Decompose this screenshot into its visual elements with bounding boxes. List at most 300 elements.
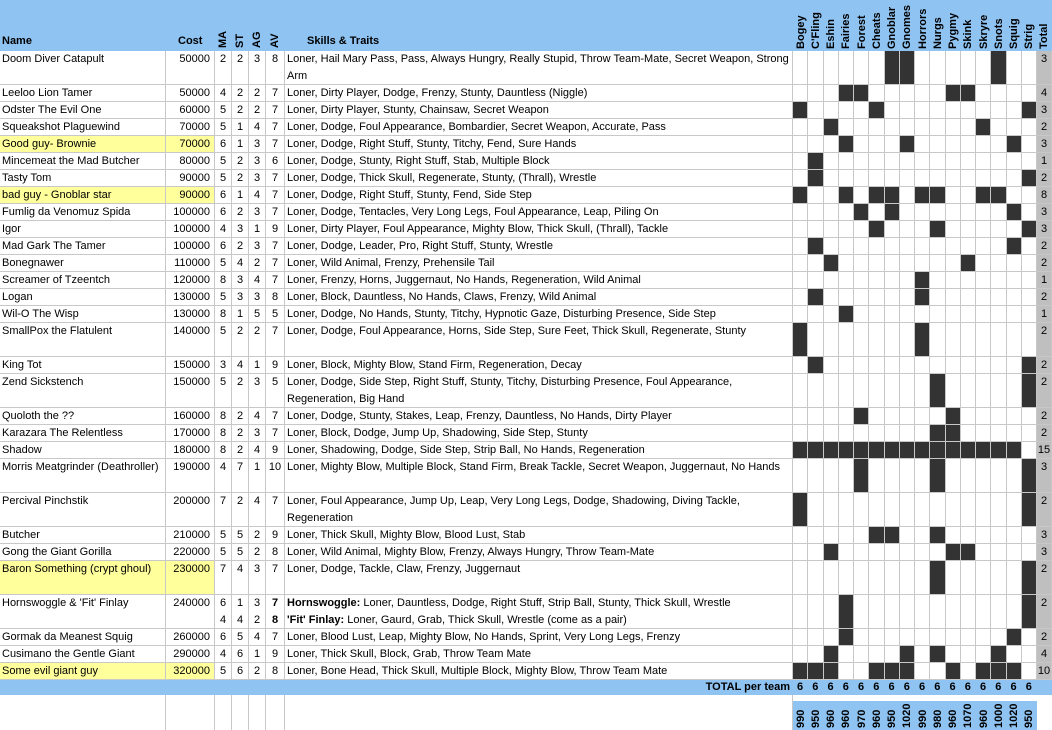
team-mark-empty bbox=[824, 493, 839, 527]
team-mark-filled bbox=[930, 425, 946, 442]
team-mark-empty bbox=[824, 527, 839, 544]
team-mark-empty bbox=[930, 629, 946, 646]
player-name[interactable]: Odster The Evil One bbox=[0, 102, 166, 119]
stat-st: 2 bbox=[232, 408, 249, 425]
team-mark-empty bbox=[976, 153, 991, 170]
team-total-cost: 990 bbox=[916, 709, 929, 728]
skills-line: Hornswoggle: Loner, Dauntless, Dodge, Right Stuff, Strip Ball, Stunty, Thick Skull, Wrestle bbox=[287, 597, 731, 609]
team-mark-empty bbox=[824, 102, 839, 119]
team-mark-empty bbox=[1022, 663, 1037, 680]
team-mark-empty bbox=[915, 544, 930, 561]
stat-ma: 5 bbox=[215, 544, 232, 561]
team-mark-empty bbox=[793, 629, 808, 646]
team-mark-filled bbox=[976, 119, 991, 136]
player-cost: 150000 bbox=[166, 357, 215, 374]
team-mark-filled bbox=[1022, 357, 1037, 374]
team-player-count: 6 bbox=[827, 681, 834, 693]
stat-ag: 3 bbox=[249, 289, 266, 306]
team-mark-empty bbox=[946, 595, 961, 629]
team-mark-empty bbox=[808, 408, 824, 425]
team-mark-empty bbox=[976, 289, 991, 306]
row-total: 8 bbox=[1037, 187, 1052, 204]
stat-ma: 5 bbox=[215, 289, 232, 306]
player-cost: 90000 bbox=[166, 187, 215, 204]
row-total: 3 bbox=[1037, 51, 1052, 85]
stat-ma: 5 bbox=[215, 255, 232, 272]
team-mark-empty bbox=[915, 408, 930, 425]
team-mark-empty bbox=[793, 221, 808, 238]
team-mark-empty bbox=[991, 374, 1007, 408]
player-name[interactable]: Percival Pinchstik bbox=[0, 493, 166, 527]
team-mark-empty bbox=[793, 306, 808, 323]
skills-traits: Loner, Dodge, Tentacles, Very Long Legs, Foul Appearance, Leap, Piling On bbox=[285, 204, 793, 221]
player-name[interactable]: Cusimano the Gentle Giant bbox=[0, 646, 166, 663]
team-mark-empty bbox=[946, 51, 961, 85]
team-mark-empty bbox=[915, 204, 930, 221]
team-mark-empty bbox=[915, 595, 930, 629]
row-total: 3 bbox=[1037, 459, 1052, 493]
team-mark-empty bbox=[854, 629, 869, 646]
player-cost: 100000 bbox=[166, 238, 215, 255]
team-mark-empty bbox=[991, 289, 1007, 306]
team-mark-empty bbox=[1007, 153, 1022, 170]
team-mark-empty bbox=[976, 459, 991, 493]
team-mark-empty bbox=[946, 153, 961, 170]
team-mark-empty bbox=[808, 85, 824, 102]
skills-traits: Loner, Dodge, Leader, Pro, Right Stuff, Stunty, Wrestle bbox=[285, 238, 793, 255]
team-mark-empty bbox=[900, 255, 915, 272]
skills-traits: Loner, Dodge, Stunty, Stakes, Leap, Frenzy, Dauntless, No Hands, Dirty Player bbox=[285, 408, 793, 425]
team-mark-empty bbox=[900, 374, 915, 408]
player-name[interactable]: bad guy - Gnoblar star bbox=[0, 187, 166, 204]
row-total: 4 bbox=[1037, 85, 1052, 102]
team-mark-empty bbox=[915, 663, 930, 680]
skills-traits: Loner, Hail Mary Pass, Pass, Always Hungry, Really Stupid, Throw Team-Mate, Secret Weapon, Strong Arm bbox=[285, 51, 793, 85]
stat-ma: 6 bbox=[215, 187, 232, 204]
stat-ma: 8 bbox=[215, 272, 232, 289]
team-mark-filled bbox=[839, 187, 854, 204]
team-mark-filled bbox=[885, 204, 900, 221]
row-total: 2 bbox=[1037, 238, 1052, 255]
team-mark-empty bbox=[808, 595, 824, 629]
team-mark-empty bbox=[824, 408, 839, 425]
team-mark-empty bbox=[793, 238, 808, 255]
team-mark-empty bbox=[961, 289, 976, 306]
team-mark-filled bbox=[961, 85, 976, 102]
player-name[interactable]: SmallPox the Flatulent bbox=[0, 323, 166, 357]
team-mark-empty bbox=[900, 102, 915, 119]
team-mark-empty bbox=[839, 493, 854, 527]
player-name[interactable]: Fumlig da Venomuz Spida bbox=[0, 204, 166, 221]
team-mark-empty bbox=[869, 595, 885, 629]
team-mark-empty bbox=[885, 136, 900, 153]
team-mark-empty bbox=[885, 646, 900, 663]
team-mark-empty bbox=[1007, 119, 1022, 136]
empty-cell bbox=[249, 695, 266, 730]
team-mark-empty bbox=[885, 493, 900, 527]
team-mark-empty bbox=[854, 663, 869, 680]
team-mark-empty bbox=[808, 527, 824, 544]
stat-av: 7 bbox=[266, 323, 285, 357]
team-mark-empty bbox=[793, 527, 808, 544]
team-mark-empty bbox=[915, 629, 930, 646]
team-total-cost: 960 bbox=[870, 709, 883, 728]
stat-ma: 5 bbox=[215, 374, 232, 408]
player-name[interactable]: Doom Diver Catapult bbox=[0, 51, 166, 85]
team-mark-filled bbox=[1022, 221, 1037, 238]
stat-ma: 2 bbox=[215, 51, 232, 85]
team-mark-filled bbox=[1022, 595, 1037, 629]
player-name[interactable]: Gormak da Meanest Squig bbox=[0, 629, 166, 646]
team-mark-empty bbox=[839, 221, 854, 238]
player-name[interactable]: Hornswoggle & 'Fit' Finlay bbox=[0, 595, 166, 629]
team-mark-empty bbox=[961, 204, 976, 221]
player-name[interactable]: Mad Gark The Tamer bbox=[0, 238, 166, 255]
player-name[interactable]: Morris Meatgrinder (Deathroller) bbox=[0, 459, 166, 493]
player-name[interactable]: Karazara The Relentless bbox=[0, 425, 166, 442]
team-mark-empty bbox=[854, 493, 869, 527]
team-mark-empty bbox=[885, 221, 900, 238]
player-name[interactable]: Bonegnawer bbox=[0, 255, 166, 272]
team-mark-empty bbox=[869, 204, 885, 221]
stat-st: 2 bbox=[232, 85, 249, 102]
team-mark-empty bbox=[946, 204, 961, 221]
skills-traits: Loner, Thick Skull, Block, Grab, Throw Team Mate bbox=[285, 646, 793, 663]
team-mark-filled bbox=[976, 187, 991, 204]
stat-st: 4 bbox=[232, 255, 249, 272]
player-cost: 240000 bbox=[166, 595, 215, 629]
team-mark-filled bbox=[946, 544, 961, 561]
stat-value: 2 bbox=[253, 614, 261, 626]
team-mark-empty bbox=[1007, 357, 1022, 374]
team-mark-empty bbox=[930, 136, 946, 153]
team-mark-empty bbox=[961, 357, 976, 374]
team-mark-empty bbox=[885, 408, 900, 425]
team-mark-empty bbox=[976, 561, 991, 595]
skills-traits: Loner, Dodge, Tackle, Claw, Frenzy, Juggernaut bbox=[285, 561, 793, 595]
team-mark-filled bbox=[793, 187, 808, 204]
team-mark-empty bbox=[976, 272, 991, 289]
player-name[interactable]: Zend Sickstench bbox=[0, 374, 166, 408]
team-mark-empty bbox=[976, 170, 991, 187]
team-mark-empty bbox=[946, 102, 961, 119]
player-name[interactable]: Quoloth the ?? bbox=[0, 408, 166, 425]
team-mark-empty bbox=[1007, 102, 1022, 119]
team-mark-empty bbox=[946, 187, 961, 204]
team-mark-empty bbox=[1022, 187, 1037, 204]
player-name[interactable]: Tasty Tom bbox=[0, 170, 166, 187]
team-mark-filled bbox=[930, 442, 946, 459]
player-name[interactable]: Igor bbox=[0, 221, 166, 238]
stat-ma: 5 bbox=[215, 663, 232, 680]
skills-traits: Loner, Thick Skull, Mighty Blow, Blood Lust, Stab bbox=[285, 527, 793, 544]
team-header: Cheats bbox=[870, 12, 883, 49]
team-mark-empty bbox=[1022, 272, 1037, 289]
team-mark-filled bbox=[839, 629, 854, 646]
team-mark-empty bbox=[900, 629, 915, 646]
team-mark-empty bbox=[991, 204, 1007, 221]
team-mark-filled bbox=[824, 119, 839, 136]
stat-st: 5 bbox=[232, 527, 249, 544]
team-mark-empty bbox=[1022, 306, 1037, 323]
team-total-cost: 990 bbox=[794, 709, 807, 728]
team-mark-filled bbox=[900, 663, 915, 680]
stat-ag: 3 bbox=[249, 374, 266, 408]
team-mark-filled bbox=[930, 459, 946, 493]
team-mark-empty bbox=[824, 459, 839, 493]
team-mark-empty bbox=[839, 289, 854, 306]
team-mark-empty bbox=[854, 51, 869, 85]
team-mark-empty bbox=[824, 204, 839, 221]
team-mark-empty bbox=[824, 289, 839, 306]
player-name[interactable]: Shadow bbox=[0, 442, 166, 459]
team-mark-empty bbox=[885, 170, 900, 187]
team-mark-empty bbox=[824, 425, 839, 442]
team-mark-filled bbox=[930, 221, 946, 238]
team-mark-filled bbox=[991, 187, 1007, 204]
team-mark-empty bbox=[839, 204, 854, 221]
team-mark-empty bbox=[976, 221, 991, 238]
team-mark-filled bbox=[961, 544, 976, 561]
team-mark-empty bbox=[946, 238, 961, 255]
team-mark-empty bbox=[885, 289, 900, 306]
team-mark-empty bbox=[930, 119, 946, 136]
player-name[interactable]: Butcher bbox=[0, 527, 166, 544]
team-mark-filled bbox=[839, 136, 854, 153]
team-mark-empty bbox=[869, 544, 885, 561]
player-cost: 130000 bbox=[166, 289, 215, 306]
player-cost: 150000 bbox=[166, 374, 215, 408]
team-mark-filled bbox=[793, 442, 808, 459]
stat-ma: 5 bbox=[215, 119, 232, 136]
player-name[interactable]: Some evil giant guy bbox=[0, 663, 166, 680]
team-mark-empty bbox=[930, 357, 946, 374]
team-mark-filled bbox=[1007, 663, 1022, 680]
team-mark-empty bbox=[1007, 493, 1022, 527]
team-mark-empty bbox=[961, 272, 976, 289]
player-name[interactable]: King Tot bbox=[0, 357, 166, 374]
player-name[interactable]: Squeakshot Plaguewind bbox=[0, 119, 166, 136]
stat-st: 1 bbox=[232, 187, 249, 204]
skills-traits: Loner, Blood Lust, Leap, Mighty Blow, No Hands, Sprint, Very Long Legs, Frenzy bbox=[285, 629, 793, 646]
stat-ag bbox=[249, 595, 266, 629]
row-total: 3 bbox=[1037, 221, 1052, 238]
team-mark-empty bbox=[808, 102, 824, 119]
team-mark-empty bbox=[869, 136, 885, 153]
player-name[interactable]: Gong the Giant Gorilla bbox=[0, 544, 166, 561]
team-mark-empty bbox=[900, 493, 915, 527]
team-mark-empty bbox=[915, 306, 930, 323]
team-mark-filled bbox=[991, 663, 1007, 680]
stat-ma: 8 bbox=[215, 442, 232, 459]
team-mark-empty bbox=[900, 170, 915, 187]
stat-ag: 4 bbox=[249, 408, 266, 425]
team-mark-filled bbox=[1022, 561, 1037, 595]
header-skills: Skills & Traits bbox=[307, 35, 380, 47]
team-mark-empty bbox=[885, 102, 900, 119]
team-mark-empty bbox=[869, 374, 885, 408]
team-mark-empty bbox=[946, 323, 961, 357]
row-total: 3 bbox=[1037, 204, 1052, 221]
team-mark-empty bbox=[869, 323, 885, 357]
team-mark-empty bbox=[793, 119, 808, 136]
player-cost: 60000 bbox=[166, 102, 215, 119]
team-mark-empty bbox=[991, 238, 1007, 255]
skills-traits: Loner, Frenzy, Horns, Juggernaut, No Hands, Regeneration, Wild Animal bbox=[285, 272, 793, 289]
stat-av: 7 bbox=[266, 85, 285, 102]
team-mark-empty bbox=[808, 493, 824, 527]
stat-ag: 4 bbox=[249, 187, 266, 204]
stat-ma: 7 bbox=[215, 561, 232, 595]
team-mark-empty bbox=[915, 51, 930, 85]
stat-ag: 3 bbox=[249, 204, 266, 221]
row-total: 2 bbox=[1037, 408, 1052, 425]
stat-ag: 3 bbox=[249, 238, 266, 255]
team-mark-filled bbox=[854, 408, 869, 425]
stat-ma: 5 bbox=[215, 527, 232, 544]
empty-cell bbox=[166, 695, 215, 730]
team-mark-empty bbox=[1022, 527, 1037, 544]
team-player-count: 6 bbox=[858, 681, 865, 693]
stat-ma: 6 bbox=[215, 136, 232, 153]
team-mark-empty bbox=[854, 544, 869, 561]
team-mark-filled bbox=[869, 527, 885, 544]
team-mark-filled bbox=[854, 85, 869, 102]
team-mark-empty bbox=[885, 119, 900, 136]
team-mark-empty bbox=[885, 561, 900, 595]
player-cost: 90000 bbox=[166, 170, 215, 187]
team-mark-empty bbox=[900, 153, 915, 170]
team-mark-empty bbox=[930, 153, 946, 170]
team-mark-empty bbox=[961, 561, 976, 595]
row-total: 2 bbox=[1037, 493, 1052, 527]
team-mark-empty bbox=[854, 374, 869, 408]
player-cost: 180000 bbox=[166, 442, 215, 459]
player-cost: 210000 bbox=[166, 527, 215, 544]
team-mark-empty bbox=[1007, 459, 1022, 493]
team-player-count: 6 bbox=[919, 681, 926, 693]
team-mark-empty bbox=[793, 85, 808, 102]
stat-st: 4 bbox=[232, 357, 249, 374]
row-total: 4 bbox=[1037, 646, 1052, 663]
team-mark-empty bbox=[961, 425, 976, 442]
team-mark-empty bbox=[915, 221, 930, 238]
team-mark-empty bbox=[946, 255, 961, 272]
stat-st: 6 bbox=[232, 663, 249, 680]
team-mark-empty bbox=[808, 561, 824, 595]
player-name[interactable]: Good guy- Brownie bbox=[0, 136, 166, 153]
team-mark-empty bbox=[1007, 595, 1022, 629]
stat-av: 8 bbox=[266, 544, 285, 561]
player-name[interactable]: Screamer of Tzeentch bbox=[0, 272, 166, 289]
team-header: Bogey bbox=[794, 15, 807, 49]
team-mark-empty bbox=[793, 51, 808, 85]
team-mark-empty bbox=[946, 357, 961, 374]
stat-av: 7 bbox=[266, 119, 285, 136]
team-mark-empty bbox=[808, 119, 824, 136]
stat-av: 7 bbox=[266, 238, 285, 255]
team-mark-empty bbox=[793, 136, 808, 153]
team-mark-empty bbox=[854, 323, 869, 357]
team-mark-empty bbox=[991, 323, 1007, 357]
team-mark-empty bbox=[915, 374, 930, 408]
team-mark-empty bbox=[793, 459, 808, 493]
team-mark-filled bbox=[808, 153, 824, 170]
team-mark-empty bbox=[1007, 425, 1022, 442]
team-mark-filled bbox=[900, 51, 915, 85]
team-mark-empty bbox=[824, 136, 839, 153]
team-mark-empty bbox=[839, 255, 854, 272]
stat-ma: 5 bbox=[215, 170, 232, 187]
skills-traits: Loner, Block, Dodge, Jump Up, Shadowing, Side Step, Stunty bbox=[285, 425, 793, 442]
team-mark-empty bbox=[930, 595, 946, 629]
team-mark-filled bbox=[885, 442, 900, 459]
player-name[interactable]: Logan bbox=[0, 289, 166, 306]
header-ma: MA bbox=[217, 30, 229, 48]
team-mark-empty bbox=[808, 629, 824, 646]
team-mark-empty bbox=[946, 527, 961, 544]
team-total-cost: 950 bbox=[886, 709, 899, 728]
team-mark-empty bbox=[869, 238, 885, 255]
team-mark-empty bbox=[1007, 374, 1022, 408]
team-mark-empty bbox=[1022, 85, 1037, 102]
skills-traits: Loner, Block, Dauntless, No Hands, Claws, Frenzy, Wild Animal bbox=[285, 289, 793, 306]
stat-ag: 4 bbox=[249, 272, 266, 289]
player-cost: 200000 bbox=[166, 493, 215, 527]
team-player-count: 6 bbox=[964, 681, 971, 693]
row-total: 3 bbox=[1037, 136, 1052, 153]
team-mark-filled bbox=[900, 646, 915, 663]
stat-ag: 2 bbox=[249, 663, 266, 680]
team-mark-empty bbox=[900, 204, 915, 221]
player-name[interactable]: Wil-O The Wisp bbox=[0, 306, 166, 323]
stat-value: 4 bbox=[219, 614, 227, 626]
team-mark-empty bbox=[869, 425, 885, 442]
team-mark-empty bbox=[869, 306, 885, 323]
stat-av: 7 bbox=[266, 170, 285, 187]
row-total: 2 bbox=[1037, 561, 1052, 595]
row-total: 2 bbox=[1037, 289, 1052, 306]
stat-av: 8 bbox=[266, 663, 285, 680]
team-mark-empty bbox=[1022, 544, 1037, 561]
team-mark-empty bbox=[854, 272, 869, 289]
team-mark-empty bbox=[915, 119, 930, 136]
team-mark-filled bbox=[839, 306, 854, 323]
team-mark-empty bbox=[915, 238, 930, 255]
team-mark-filled bbox=[915, 323, 930, 357]
skills-traits: Loner, Dodge, Right Stuff, Stunty, Fend, Side Step bbox=[285, 187, 793, 204]
team-mark-empty bbox=[1007, 306, 1022, 323]
stat-av: 7 bbox=[266, 187, 285, 204]
team-mark-filled bbox=[808, 663, 824, 680]
team-header: Strig bbox=[1023, 23, 1036, 49]
stat-st: 4 bbox=[232, 561, 249, 595]
team-mark-filled bbox=[808, 238, 824, 255]
team-player-count: 6 bbox=[949, 681, 956, 693]
team-mark-empty bbox=[946, 136, 961, 153]
team-total-cost: 960 bbox=[947, 709, 960, 728]
team-mark-empty bbox=[915, 85, 930, 102]
stat-st: 2 bbox=[232, 51, 249, 85]
stat-st: 2 bbox=[232, 153, 249, 170]
player-name[interactable]: Baron Something (crypt ghoul) bbox=[0, 561, 166, 595]
team-mark-empty bbox=[961, 459, 976, 493]
player-name[interactable]: Leeloo Lion Tamer bbox=[0, 85, 166, 102]
player-name[interactable]: Mincemeat the Mad Butcher bbox=[0, 153, 166, 170]
team-mark-empty bbox=[930, 272, 946, 289]
team-total-cost: 970 bbox=[855, 709, 868, 728]
stat-st: 2 bbox=[232, 204, 249, 221]
